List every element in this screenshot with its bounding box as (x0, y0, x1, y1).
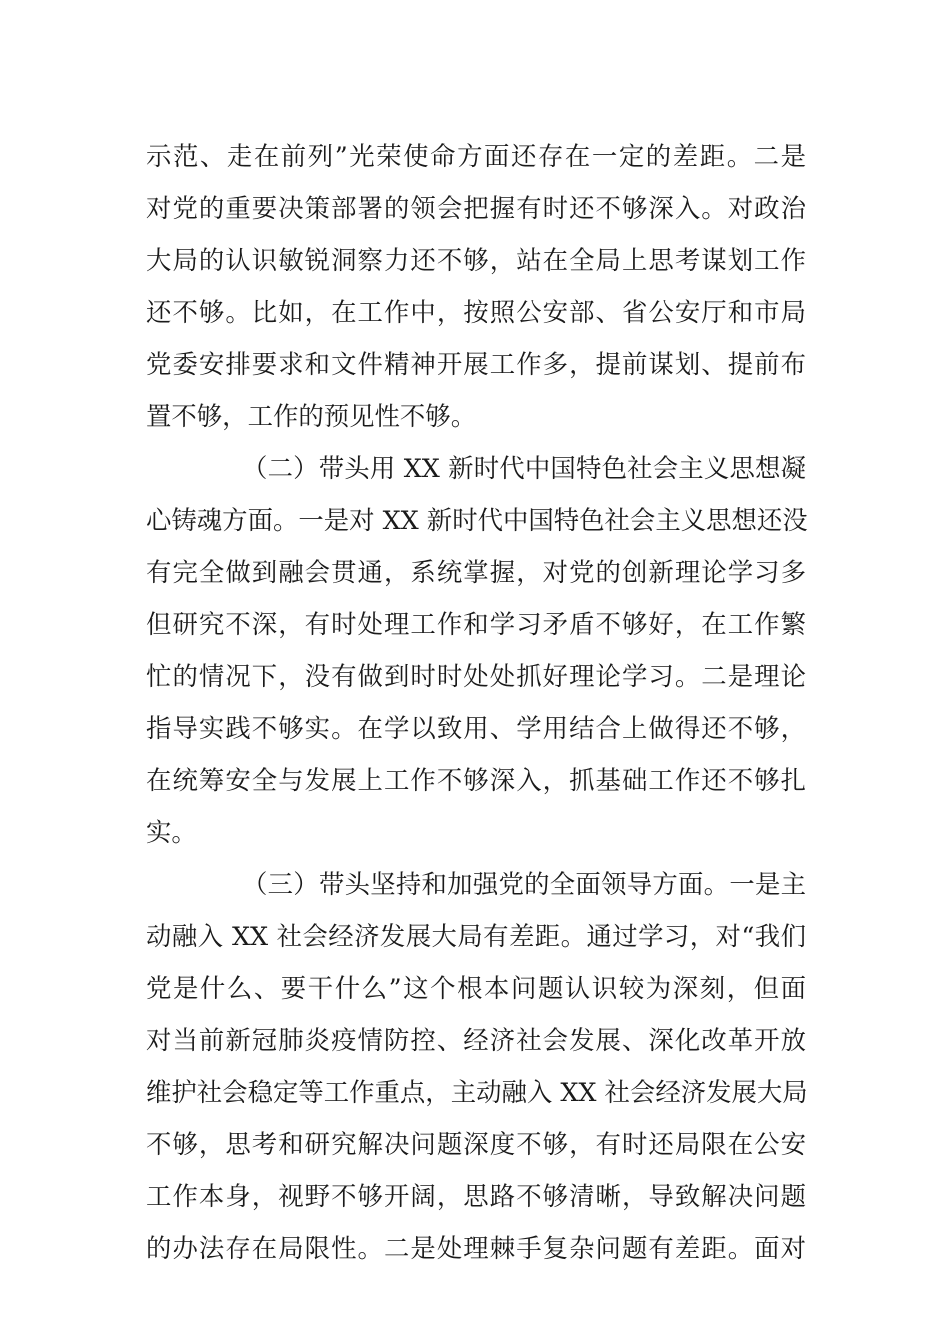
text-line: 不够，思考和研究解决问题深度不够，有时还局限在公安 (146, 1129, 806, 1159)
text-line: 指导实践不够实。在学以致用、学用结合上做得还不够， (146, 713, 806, 743)
text-line: 实。 (146, 817, 197, 847)
text-line: 在统筹安全与发展上工作不够深入，抓基础工作还不够扎 (146, 765, 806, 795)
text-line: 党是什么、要干什么”这个根本问题认识较为深刻，但面 (146, 973, 806, 1003)
text-line: 置不够，工作的预见性不够。 (146, 401, 477, 431)
text-line: 但研究不深，有时处理工作和学习矛盾不够好，在工作繁 (146, 609, 806, 639)
text-line: 大局的认识敏锐洞察力还不够，站在全局上思考谋划工作 (146, 245, 806, 275)
text-line: 工作本身，视野不够开阔，思路不够清晰，导致解决问题 (146, 1181, 806, 1211)
text-line: 党委安排要求和文件精神开展工作多，提前谋划、提前布 (146, 349, 806, 379)
text-line: 心铸魂方面。一是对 XX 新时代中国特色社会主义思想还没 (146, 505, 808, 535)
text-line: 有完全做到融会贯通，系统掌握，对党的创新理论学习多 (146, 557, 806, 587)
text-line: 对党的重要决策部署的领会把握有时还不够深入。对政治 (146, 193, 806, 223)
section-heading-line: （三）带头坚持和加强党的全面领导方面。一是主 (242, 869, 806, 899)
text-line: 示范、走在前列”光荣使命方面还存在一定的差距。二是 (146, 141, 806, 171)
section-heading-line: （二）带头用 XX 新时代中国特色社会主义思想凝 (242, 453, 806, 483)
document-body (146, 130, 806, 1274)
text-line: 维护社会稳定等工作重点，主动融入 XX 社会经济发展大局 (146, 1077, 808, 1107)
text-line: 还不够。比如，在工作中，按照公安部、省公安厅和市局 (146, 297, 806, 327)
text-line: 对当前新冠肺炎疫情防控、经济社会发展、深化改革开放 (146, 1025, 806, 1055)
text-line: 的办法存在局限性。二是处理棘手复杂问题有差距。面对 (146, 1233, 806, 1263)
text-line: 忙的情况下，没有做到时时处处抓好理论学习。二是理论 (146, 661, 806, 691)
text-line: 动融入 XX 社会经济发展大局有差距。通过学习，对“我们 (146, 921, 806, 951)
